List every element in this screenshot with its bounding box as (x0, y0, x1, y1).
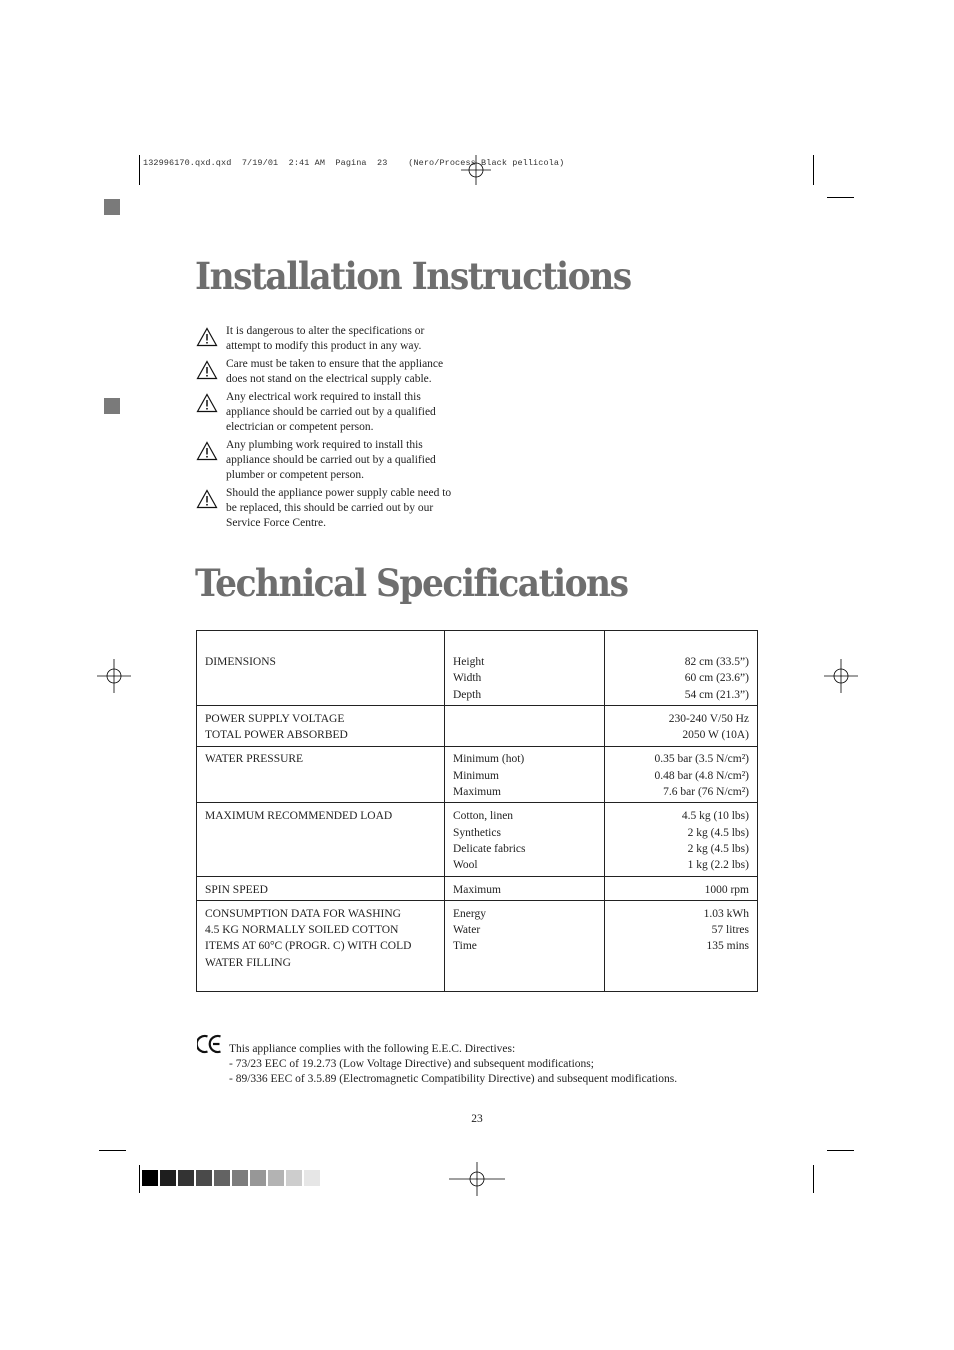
spec-item: Wool (453, 859, 478, 872)
warning-item (196, 390, 476, 435)
warning-line: Service Force Centre. (226, 517, 326, 529)
spec-row (197, 900, 758, 991)
spec-item: Minimum (hot) (453, 753, 525, 766)
color-swatch (142, 1170, 158, 1186)
spec-label: WATER PRESSURE (205, 753, 304, 766)
ce-mark-icon (197, 1033, 223, 1055)
crop-mark (139, 1165, 140, 1193)
spec-value: 57 litres (711, 924, 749, 937)
warning-text (226, 357, 443, 387)
warning-triangle-icon (196, 393, 218, 413)
color-swatch (214, 1170, 230, 1186)
color-swatch (268, 1170, 284, 1186)
spec-item: Time (453, 940, 477, 953)
compliance-item: - 73/23 EEC of 19.2.73 (Low Voltage Directive) and subsequent modifications; (229, 1058, 594, 1070)
spec-label-cell (197, 876, 445, 900)
specifications-title: Technical Specifications (195, 561, 628, 605)
spec-value: 2 kg (4.5 lbs) (687, 842, 749, 855)
warning-text (226, 438, 436, 483)
spec-value: 7.6 bar (76 N/cm²) (663, 786, 749, 799)
spec-row (197, 747, 758, 803)
warning-line: Should the appliance power supply cable need to (226, 487, 452, 499)
registration-mark-icon (449, 1162, 505, 1196)
color-swatch (304, 1170, 320, 1186)
spec-label-cell (197, 803, 445, 876)
color-swatch (178, 1170, 194, 1186)
spec-value: 1 kg (2.2 lbs) (687, 859, 749, 872)
spec-value: 1.03 kWh (703, 907, 749, 920)
crop-mark (827, 197, 854, 198)
warning-text (226, 486, 451, 531)
spec-value-cell (605, 876, 758, 900)
spec-item-cell (445, 705, 605, 747)
warning-line: appliance should be carried out by a qualified (226, 406, 436, 418)
spec-label: WATER FILLING (205, 956, 291, 969)
compliance-text (229, 1042, 677, 1087)
spec-item: Maximum (453, 786, 501, 799)
warning-line: plumber or competent person. (226, 469, 364, 481)
spec-label: MAXIMUM RECOMMENDED LOAD (205, 810, 393, 823)
spec-item: Water (453, 924, 481, 937)
registration-mark-icon (461, 155, 491, 185)
spec-item: Energy (453, 907, 487, 920)
warning-text (226, 324, 424, 354)
color-swatch (250, 1170, 266, 1186)
spec-label: DIMENSIONS (205, 656, 276, 668)
warning-item (196, 324, 476, 354)
spec-value: 2050 W (10A) (682, 729, 749, 742)
printer-slug: 132996170.qxd.qxd 7/19/01 2:41 AM Pagina 23 (Nero/Process Black pellicola) (143, 158, 565, 168)
spec-value-cell (605, 747, 758, 803)
spec-row (197, 631, 758, 706)
spec-item: Cotton, linen (453, 810, 514, 823)
warning-line: Any electrical work required to install this (226, 391, 421, 403)
warning-triangle-icon (196, 327, 218, 347)
spec-label: TOTAL POWER ABSORBED (205, 729, 348, 742)
spec-label: SPIN SPEED (205, 883, 268, 896)
warning-list (196, 324, 476, 534)
warning-item (196, 357, 476, 387)
spec-value: 0.35 bar (3.5 N/cm²) (654, 753, 749, 766)
spec-label-cell (197, 705, 445, 747)
spec-label-cell (197, 631, 445, 706)
registration-mark-icon (97, 659, 131, 693)
warning-line: Care must be taken to ensure that the appliance (226, 358, 444, 370)
spec-label: 4.5 KG NORMALLY SOILED COTTON (205, 924, 399, 937)
warning-line: It is dangerous to alter the specifications or (226, 325, 425, 337)
spec-row (197, 705, 758, 747)
spec-item: Delicate fabrics (453, 842, 526, 855)
spec-item: Maximum (453, 883, 501, 896)
warning-line: appliance should be carried out by a qualified (226, 454, 436, 466)
spec-item-cell (445, 631, 605, 706)
warning-triangle-icon (196, 441, 218, 461)
warning-item (196, 438, 476, 483)
spec-value-cell (605, 631, 758, 706)
warning-line: electrician or competent person. (226, 421, 374, 433)
spec-value-cell (605, 705, 758, 747)
warning-line: does not stand on the electrical supply cable. (226, 373, 432, 385)
spec-item: Width (453, 672, 482, 685)
spec-value: 82 cm (33.5”) (684, 656, 749, 668)
color-swatch (232, 1170, 248, 1186)
spec-item: Synthetics (453, 826, 501, 839)
crop-mark (99, 1150, 126, 1151)
spec-item-cell (445, 803, 605, 876)
spec-value: 2 kg (4.5 lbs) (687, 826, 749, 839)
warning-line: Any plumbing work required to install this (226, 439, 423, 451)
installation-title: Installation Instructions (195, 254, 631, 298)
color-swatch (160, 1170, 176, 1186)
warning-line: be replaced, this should be carried out by our (226, 502, 434, 514)
spec-value-cell (605, 900, 758, 991)
spec-label-cell (197, 900, 445, 991)
spec-value: 0.48 bar (4.8 N/cm²) (654, 769, 749, 782)
color-swatch (196, 1170, 212, 1186)
color-calibration-bar (142, 1170, 320, 1186)
spec-label: ITEMS AT 60°C (PROGR. C) WITH COLD (205, 940, 412, 953)
spec-value: 4.5 kg (10 lbs) (681, 810, 749, 823)
spec-item-cell (445, 900, 605, 991)
warning-line: attempt to modify this product in any way. (226, 340, 422, 352)
spec-item-cell (445, 747, 605, 803)
page-number: 23 (471, 1113, 483, 1125)
crop-mark (813, 155, 814, 185)
spec-row (197, 803, 758, 876)
registration-square (104, 199, 120, 215)
spec-item: Depth (453, 688, 482, 701)
spec-value: 230-240 V/50 Hz (668, 712, 749, 725)
spec-label-cell (197, 747, 445, 803)
crop-mark (139, 155, 140, 185)
warning-triangle-icon (196, 360, 218, 380)
spec-value: 1000 rpm (704, 883, 749, 896)
spec-item-cell (445, 876, 605, 900)
spec-row (197, 876, 758, 900)
spec-value: 54 cm (21.3”) (684, 688, 749, 701)
registration-mark-icon (824, 659, 858, 693)
warning-triangle-icon (196, 489, 218, 509)
compliance-item: - 89/336 EEC of 3.5.89 (Electromagnetic Compatibility Directive) and subsequent modifications. (229, 1073, 678, 1085)
warning-item (196, 486, 476, 531)
color-swatch (286, 1170, 302, 1186)
spec-value-cell (605, 803, 758, 876)
spec-value: 60 cm (23.6”) (684, 672, 749, 685)
spec-label: POWER SUPPLY VOLTAGE (205, 712, 345, 725)
warning-text (226, 390, 436, 435)
specifications-table (196, 630, 758, 992)
spec-item: Minimum (453, 769, 500, 782)
crop-mark (827, 1150, 854, 1151)
registration-square (104, 398, 120, 414)
compliance-intro: This appliance complies with the following E.E.C. Directives: (229, 1043, 516, 1055)
crop-mark (813, 1165, 814, 1193)
spec-item: Height (453, 656, 485, 668)
spec-value: 135 mins (706, 940, 749, 953)
spec-label: CONSUMPTION DATA FOR WASHING (205, 907, 401, 920)
